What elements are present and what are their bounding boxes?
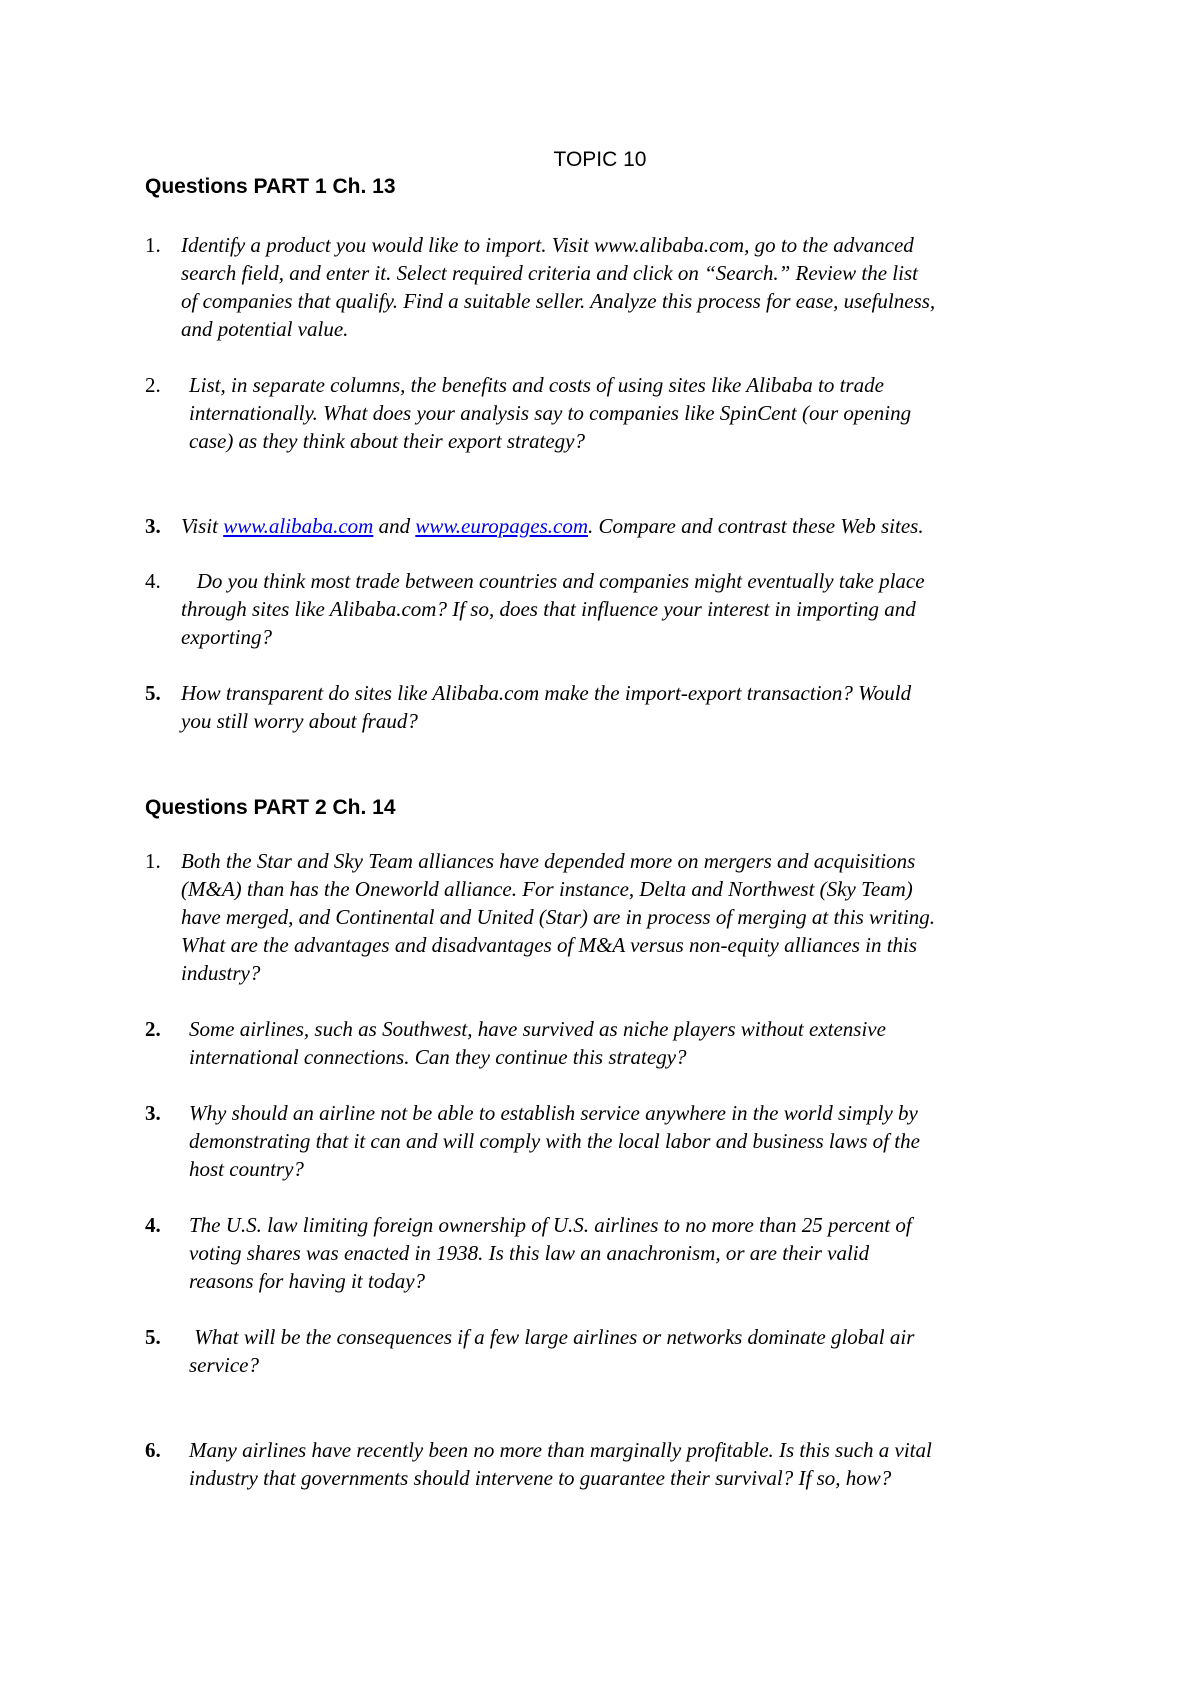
question-text: List, in separate columns, the benefits and costs of using sites like Alibaba to trade internationally. What does your analysis say to companies like SpinCent (our opening case) as they think about their export strategy? [189, 373, 912, 453]
part1-heading: Questions PART 1 Ch. 13 [145, 175, 396, 198]
part1-question-4 [145, 567, 1200, 651]
part2-question-3 [145, 1099, 1200, 1183]
part2-question-5 [145, 1323, 1200, 1379]
document-title: TOPIC 10 [553, 148, 647, 171]
question-text: Visit www.alibaba.com and www.europages.com. Compare and contrast these Web sites. [181, 514, 924, 538]
question-text: Why should an airline not be able to establish service anywhere in the world simply by demonstrating that it can and will comply with the local labor and business laws of the host country? [189, 1101, 920, 1181]
question-number: 5. [145, 1325, 161, 1349]
question-number: 1. [145, 233, 161, 257]
question-text: Both the Star and Sky Team alliances have depended more on mergers and acquisitions (M&A) than has the Oneworld alliance. For instance, Delta and Northwest (Sky Team) have merged, and Continental and United (Star) are in process of merging at this writing. What are the advantages and disadvantages of M&A versus non-equity alliances in this industry? [181, 849, 935, 985]
question-number: 5. [145, 681, 161, 705]
part2-heading: Questions PART 2 Ch. 14 [145, 796, 396, 819]
europages-link[interactable]: www.europages.com [415, 514, 588, 538]
part1-question-3 [145, 512, 1200, 540]
part1-question-2 [145, 371, 1200, 455]
part1-question-1 [145, 231, 1200, 343]
question-number: 3. [145, 514, 161, 538]
part2-question-4 [145, 1211, 1200, 1295]
question-number: 2. [145, 373, 161, 397]
question-text: How transparent do sites like Alibaba.com make the import-export transaction? Would you still worry about fraud? [181, 681, 912, 733]
question-text: What will be the consequences if a few large airlines or networks dominate global air service? [189, 1325, 915, 1377]
question-text: Many airlines have recently been no more than marginally profitable. Is this such a vital industry that governments should intervene to guarantee their survival? If so, how? [189, 1438, 932, 1490]
question-number: 3. [145, 1101, 161, 1125]
question-number: 4. [145, 569, 161, 593]
part2-question-6 [145, 1436, 1200, 1492]
question-number: 4. [145, 1213, 161, 1237]
question-text: Some airlines, such as Southwest, have survived as niche players without extensive international connections. Can they continue this strategy? [189, 1017, 886, 1069]
question-text: The U.S. law limiting foreign ownership of U.S. airlines to no more than 25 percent of voting shares was enacted in 1938. Is this law an anachronism, or are their valid reasons for having it today? [189, 1213, 912, 1293]
part2-question-2 [145, 1015, 1200, 1071]
question-text: Identify a product you would like to import. Visit www.alibaba.com, go to the advanced search field, and enter it. Select required criteria and click on “Search.” Review the list of companies that qualify. Find a suitable seller. Analyze this process for ease, usefulness, and potential value. [181, 233, 936, 341]
alibaba-link[interactable]: www.alibaba.com [223, 514, 374, 538]
question-number: 1. [145, 849, 161, 873]
question-number: 6. [145, 1438, 161, 1462]
part1-question-5 [145, 679, 1200, 735]
question-number: 2. [145, 1017, 161, 1041]
part2-question-1 [145, 847, 1200, 987]
question-text: Do you think most trade between countries and companies might eventually take place through sites like Alibaba.com? If so, does that influence your interest in importing and exporting? [181, 569, 925, 649]
